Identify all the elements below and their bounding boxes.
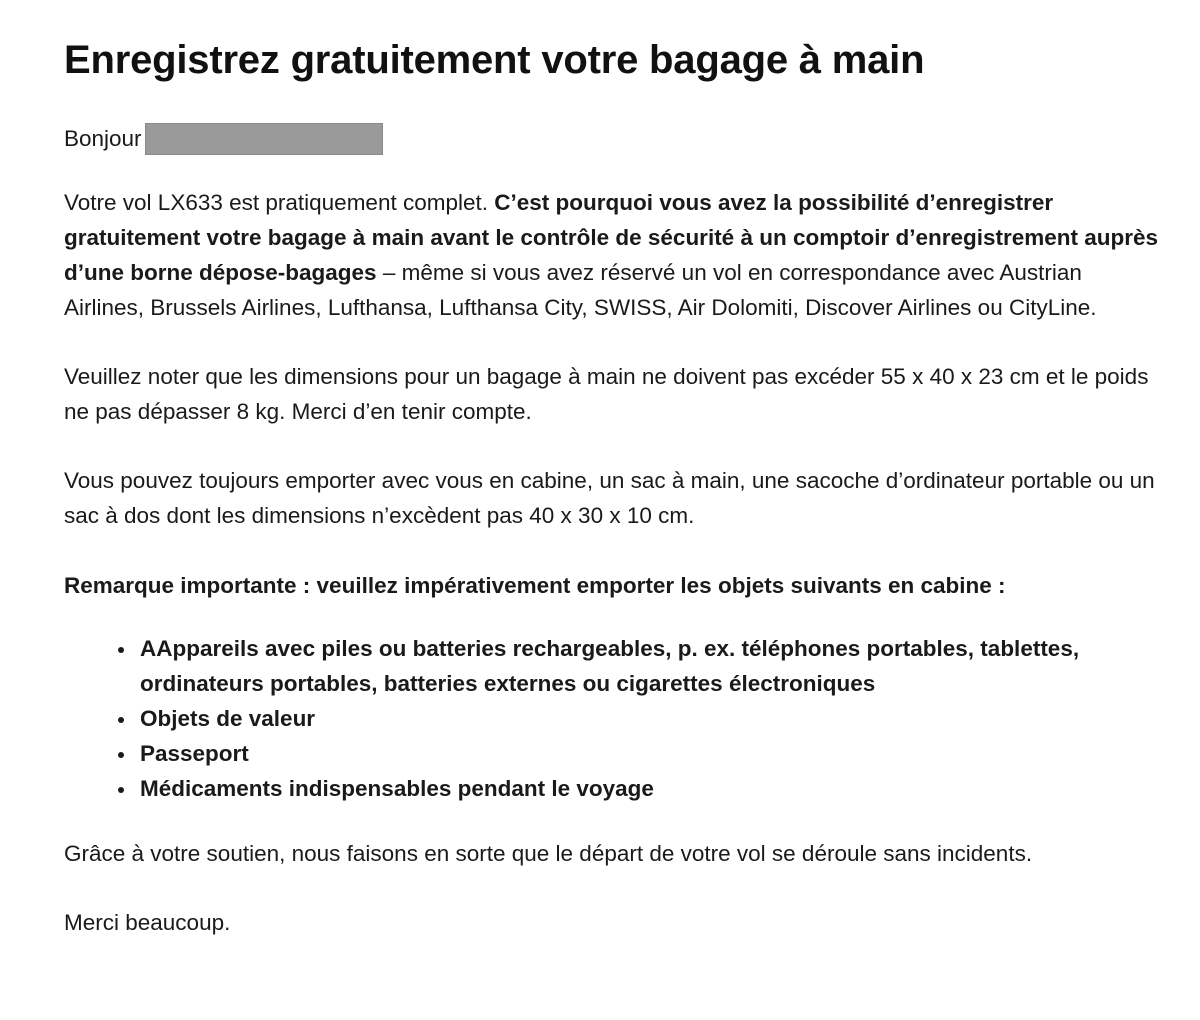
redacted-recipient-name: [145, 123, 383, 155]
intro-text-bold: C’est pourquoi vous avez la possibilité d’enregistrer gratuitement votre bagage à main avant le contrôle de sécurité à un comptoir d’enregistrement auprès d’une borne dépose-bagages: [64, 190, 1159, 285]
cabin-items-list: [64, 631, 1160, 806]
greeting: [64, 123, 1160, 155]
list-item: Médicaments indispensables pendant le voyage: [140, 771, 1160, 806]
dimensions-paragraph: Veuillez noter que les dimensions pour un bagage à main ne doivent pas excéder 55 x 40 x 23 cm et le poids ne pas dépasser 8 kg. Merci d’en tenir compte.: [64, 364, 1149, 424]
support-thanks-paragraph: Grâce à votre soutien, nous faisons en sorte que le départ de votre vol se déroule sans incidents.: [64, 841, 1033, 866]
cabin-items-paragraph: Vous pouvez toujours emporter avec vous en cabine, un sac à main, une sacoche d’ordinateur portable ou un sac à dos dont les dimensions n’excèdent pas 40 x 30 x 10 cm.: [64, 468, 1155, 528]
intro-paragraph: [64, 185, 1160, 325]
intro-text-start: Votre vol LX633 est pratiquement complet.: [64, 190, 495, 215]
list-item: AAppareils avec piles ou batteries rechargeables, p. ex. téléphones portables, tablettes, ordinateurs portables, batteries externes ou cigarettes électroniques: [140, 631, 1160, 701]
greeting-label: Bonjour: [64, 126, 142, 151]
list-item: Objets de valeur: [140, 701, 1160, 736]
important-note: Remarque importante : veuillez impérativement emporter les objets suivants en cabine :: [64, 573, 1006, 598]
list-item: Passeport: [140, 736, 1160, 771]
intro-text-end: – même si vous avez réservé un vol en correspondance avec Austrian Airlines, Brussels Airlines, Lufthansa, Lufthansa City, SWISS, Air Dolomiti, Discover Airlines ou CityLine.: [64, 260, 1097, 320]
closing-paragraph: Merci beaucoup.: [64, 910, 231, 935]
page-title: Enregistrez gratuitement votre bagage à main: [64, 38, 925, 82]
